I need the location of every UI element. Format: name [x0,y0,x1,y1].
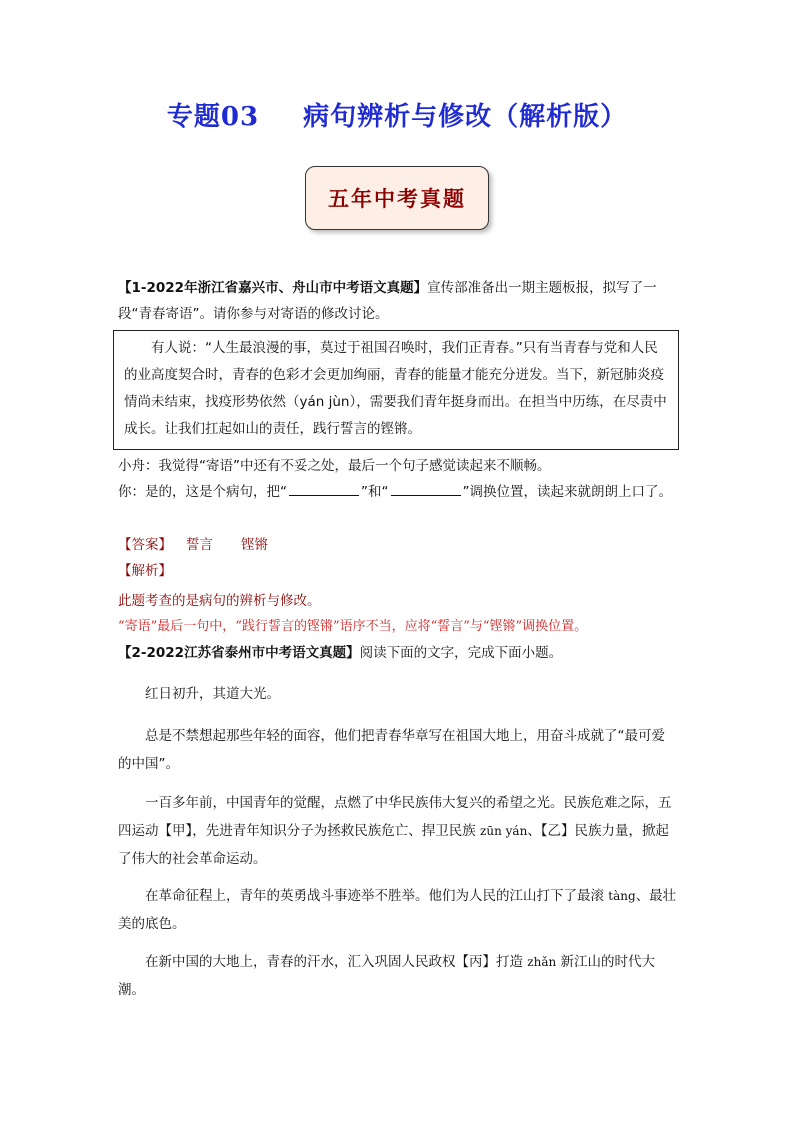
answer-label: 【答案】 [118,537,172,553]
answer-blank-2 [391,481,461,496]
q2-header [118,640,678,666]
q1-prompt: 宣传部准备出一期主题板报，拟写了一段“青春寄语”。请你参与对寄语的修改讨论。 [118,280,657,322]
dialog-line-1: 小舟：我觉得“寄语”中还有不妥之处，最后一个句子感觉读起来不顺畅。 [118,458,551,474]
p3-text-a: 一百多年前，中国青年的觉醒，点燃了中华民族伟大复兴的希望之光。民族危难之际，五四运动【甲】，先进青年知识分子为拯救民族危亡、捍卫民族 [118,795,672,839]
q2-source: 【2-2022江苏省泰州市中考语文真题】 [118,645,360,661]
pinyin-zhan: zhǎn [527,955,557,969]
dialog-2c: ”调换位置，读起来就朗朗上口了。 [462,484,672,500]
q2-prompt: 阅读下面的文字，完成下面小题。 [359,645,563,661]
analysis-line-1: 此题考查的是病句的辨析与修改。 [118,593,321,609]
title-main: 病句辨析与修改（解析版） [303,102,628,132]
q1-quote-box: 有人说：“人生最浪漫的事，莫过于祖国召唤时，我们正青春。”只有当青春与党和人民的业高度契合时，青春的色彩才会更加绚丽，青春的能量才能充分迸发。当下，新冠肺炎疫情尚未结束，找疫形势依然（yán jùn），需要我们青年挺身而出。在担当中历练，在尽责中成长。让我们扛起如山的责任，践行誓言的铿锵。 [113,330,679,450]
p3-text-b: 、【乙】民族力量，掀起了伟大的社会革命运动。 [118,823,670,867]
q2-paragraph-1: 红日初升，其道大光。 [145,686,280,702]
analysis-line-2: “寄语”最后一句中，“践行誓言的铿锵”语序不当，应将“誓言”与“铿锵”调换位置。 [118,619,588,634]
q1-header [118,275,678,327]
p5-text-b: 新江山的时代大潮。 [118,954,656,998]
pinyin-zunyan: zūn yán [480,824,528,838]
q1-answer [118,532,678,558]
q2-paragraph-4 [118,882,678,938]
p4-text-a: 在革命征程上，青年的英勇战斗事迹举不胜举。他们为人民的江山打下了最滚 [145,888,604,904]
q1-dialog [118,453,678,505]
answer-1: 誓言 [186,537,213,553]
title-prefix: 专题03 [166,102,260,132]
analysis-label: 【解析】 [118,563,172,579]
p4-text-b: 、最壮美的底色。 [118,888,677,932]
q2-paragraph-3 [118,789,678,873]
q2-paragraph-2: 总是不禁想起那些年轻的面容，他们把青春华章写在祖国大地上，用奋斗成就了“最可爱的中国”。 [118,728,665,772]
answer-blank-1 [289,481,359,496]
page-title [0,96,794,133]
q1-source: 【1-2022年浙江省嘉兴市、舟山市中考语文真题】 [118,280,428,296]
section-badge: 五年中考真题 [305,166,489,230]
pinyin-tang: tàng [608,889,636,903]
dialog-2a: 你：是的，这是个病句，把“ [118,484,287,500]
q2-paragraph-5 [118,948,678,1004]
p5-text-a: 在新中国的大地上，青春的汗水，汇入巩固人民政权【丙】打造 [145,954,523,970]
answer-2: 铿锵 [241,537,268,553]
dialog-line-2 [118,479,678,505]
dialog-2b: ”和“ [361,484,389,500]
